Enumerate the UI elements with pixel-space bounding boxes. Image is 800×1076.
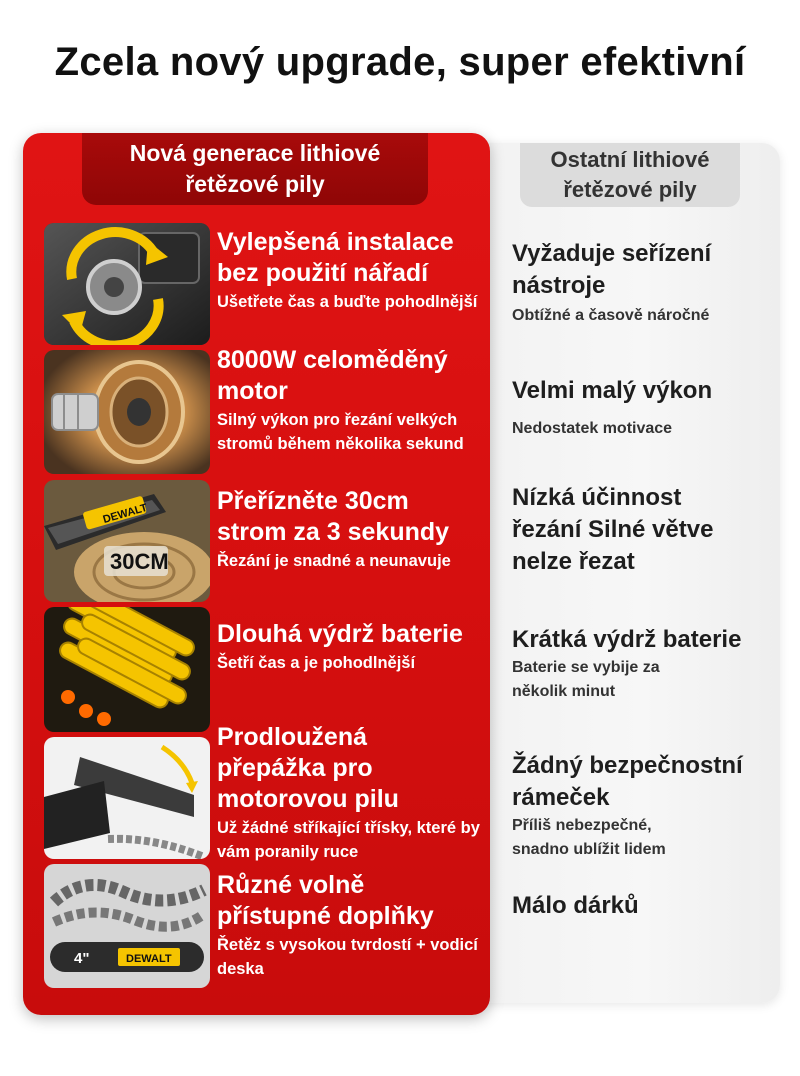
- chainsaw-cutting-log-icon: [44, 480, 210, 602]
- drawback-desc: Obtížné a časově náročné: [512, 307, 710, 324]
- drawback-title: Velmi malý výkon: [512, 377, 713, 404]
- chain-guard-icon: [44, 737, 210, 859]
- feature-title: Vylepšená instalace bez použití nářadí: [217, 228, 454, 287]
- feature-desc: Řezání je snadné a neunavuje: [217, 552, 451, 570]
- drawback-tool-adjustment: [512, 238, 777, 328]
- feature-desc: Ušetřete čas a buďte pohodlnější: [217, 293, 478, 311]
- feature-desc: Řetěz s vysokou tvrdostí + vodicí deska: [217, 936, 478, 978]
- feature-accessories: [217, 870, 482, 981]
- feature-desc: Silný výkon pro řezání velkých stromů během několika sekund: [217, 411, 464, 453]
- drawback-title: Krátká výdrž baterie: [512, 626, 742, 653]
- feature-title: Různé volně přístupné doplňky: [217, 871, 434, 930]
- chain-and-guide-bar-icon: [44, 864, 210, 988]
- feature-copper-motor: [217, 345, 482, 456]
- feature-title: 8000W celoměděný motor: [217, 346, 448, 405]
- other-chainsaws-header: Ostatní lithiové řetězové pily: [520, 143, 740, 207]
- page-title: Zcela nový upgrade, super efektivní: [54, 40, 746, 84]
- tool-free-install-icon: [44, 223, 210, 345]
- feature-desc: Šetří čas a je pohodlnější: [217, 654, 416, 672]
- drawback-short-battery: [512, 624, 777, 704]
- bar-size-label: 4": [74, 950, 90, 967]
- battery-cells-icon: [44, 607, 210, 732]
- drawback-no-safety-frame: [512, 750, 777, 862]
- svg-text:DEWALT: DEWALT: [101, 501, 149, 526]
- drawback-few-gifts: [512, 890, 777, 922]
- feature-desc: Už žádné stříkající třísky, které by vám poranily ruce: [217, 819, 480, 861]
- svg-text:DEWALT: DEWALT: [126, 953, 172, 965]
- copper-motor-icon: [44, 350, 210, 474]
- feature-long-battery: [217, 619, 482, 675]
- drawback-desc: Nedostatek motivace: [512, 420, 673, 437]
- drawback-title: Nízká účinnost řezání Silné větve nelze řezat: [512, 484, 714, 575]
- feature-title: Přeřízněte 30cm strom za 3 sekundy: [217, 487, 450, 546]
- new-generation-header: Nová generace lithiové řetězové pily: [82, 133, 428, 205]
- feature-extended-guard: [217, 722, 482, 864]
- drawback-low-power: [512, 375, 777, 441]
- drawback-desc: Příliš nebezpečné, snadno ublížit lidem: [512, 817, 666, 858]
- drawback-low-efficiency: [512, 482, 752, 578]
- feature-tool-free-install: [217, 227, 482, 314]
- log-size-label: 30CM: [110, 549, 169, 574]
- drawback-desc: Baterie se vybije za několik minut: [512, 659, 660, 700]
- feature-title: Dlouhá výdrž baterie: [217, 620, 463, 648]
- feature-title: Prodloužená přepážka pro motorovou pilu: [217, 723, 399, 813]
- feature-fast-cutting: [217, 486, 482, 573]
- drawback-title: Žádný bezpečnostní rámeček: [512, 752, 743, 811]
- drawback-title: Málo dárků: [512, 892, 639, 919]
- drawback-title: Vyžaduje seřízení nástroje: [512, 240, 712, 299]
